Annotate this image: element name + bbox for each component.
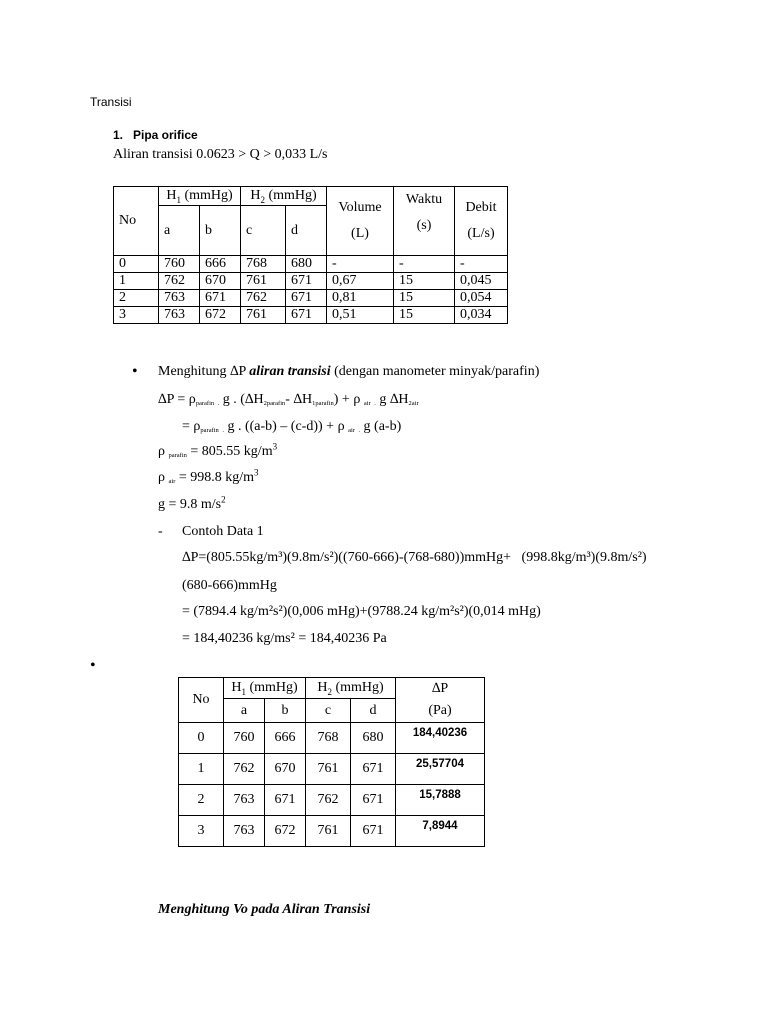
th-b: b [265, 699, 306, 723]
th-a: a [159, 206, 200, 256]
th-no: No [114, 187, 159, 256]
example-line-2: (680-666)mmHg [182, 578, 277, 593]
th-waktu: Waktu (s) [394, 187, 455, 256]
rho-air-line: ρ air = 998.8 $kg/m^3$ [158, 467, 259, 485]
example-line-1: ∆P=(805.55kg/m³)(9.8m/s²)((760-666)-(768-680))mmHg+ (998.8kg/m³)(9.8m/s²) [182, 550, 647, 565]
th-c: c [306, 699, 351, 723]
rho-parafin-line: ρ parafin = 805.55 $kg/m^3$ [158, 441, 278, 459]
th-c: c [241, 206, 286, 256]
table-row: 3 763 672 761 671 7,8944 [179, 816, 485, 847]
table-row: 3 763 672 761 671 0,51 15 0,034 [114, 307, 508, 324]
contoh-dash: - [158, 524, 163, 539]
table-row: 2 763 671 762 671 15,7888 [179, 785, 485, 816]
th-h2: $H_2$ (mmHg) [306, 678, 396, 699]
th-d: d [286, 206, 327, 256]
item-heading: 1. Pipa orifice [113, 128, 198, 142]
table-row: 0 760 666 768 680 184,40236 [179, 723, 485, 754]
th-b: b [200, 206, 241, 256]
table-row: 2 763 671 762 671 0,81 15 0,054 [114, 290, 508, 307]
calc-intro: Menghitung ∆P aliran transisi (dengan manometer minyak/parafin) [158, 364, 540, 379]
range-text: Aliran transisi 0.0623 > Q > 0,033 L/s [113, 147, 328, 162]
th-debit: Debit (L/s) [455, 187, 508, 256]
th-d: d [351, 699, 396, 723]
th-dp: ∆P (Pa) [396, 678, 485, 723]
table-row: 1 762 670 761 671 0,67 15 0,045 [114, 273, 508, 290]
data-table-1 [113, 186, 508, 324]
data-table-2 [178, 677, 485, 847]
bullet-icon: • [132, 363, 138, 380]
th-h1: $H_1$ (mmHg) [224, 678, 306, 699]
th-h1: $H_1$ (mmHg) [159, 187, 241, 206]
th-volume: Volume (L) [327, 187, 394, 256]
example-line-3: = (7894.4 kg/m²s²)(0,006 mHg)+(9788.24 kg/m²s²)(0,014 mHg) [182, 604, 541, 619]
th-h2: $H_2$ (mmHg) [241, 187, 327, 206]
table-row: 1 762 670 761 671 25,57704 [179, 754, 485, 785]
formula-line-2: = ρparafin . g . ((a-b) – (c-d)) + ρ air . g (a-b) [182, 419, 402, 434]
bottom-heading: Menghitung Vo pada Aliran Transisi [158, 902, 371, 917]
section-title: Transisi [90, 95, 132, 109]
example-line-4: = 184,40236 kg/ms² = 184,40236 Pa [182, 631, 387, 646]
th-no: No [179, 678, 224, 723]
contoh-label: Contoh Data 1 [182, 524, 264, 539]
g-line: g = 9.8 $m/s^2$ [158, 494, 226, 512]
bullet-icon: • [90, 657, 96, 674]
formula-line-1: ∆P = ρparafin . g . (∆H2parafin- ∆H1parafin) + ρ air . g ∆H2air [158, 392, 419, 407]
table-row: 0 760 666 768 680 - - - [114, 256, 508, 273]
th-a: a [224, 699, 265, 723]
